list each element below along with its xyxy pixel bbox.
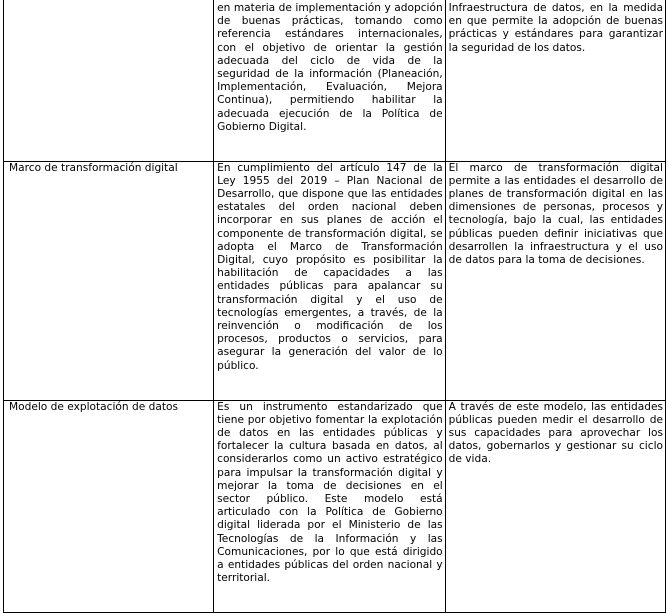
concept-description: en materia de implementación y adopción de buenas prácticas, tomando como referencia estándares internacionales, con el objetivo de orientar la gestión adecuada del ciclo de vida de la seguridad de la información (Planeación, Implementación, Evaluación, Mejora Continua), permitiendo habilitar la adecuada ejecución de la Política de Gobierno Digital. xyxy=(217,2,443,133)
description-cell xyxy=(214,0,446,161)
relation-cell xyxy=(445,400,665,612)
policy-table xyxy=(3,0,666,613)
concept-cell xyxy=(4,0,214,161)
concept-description: Es un instrumento estandarizado que tiene por objetivo fomentar la explotación de datos en las entidades públicas y fortalecer la cultura basada en datos, al considerarlos como un activo estratégico para impulsar la transformación digital y mejorar la toma de decisiones en el sector público. Este modelo está articulado con la Política de Gobierno digital liderada por el Ministerio de las Tecnologías de la Información y las Comunicaciones, por lo que está dirigido a entidades públicas del orden nacional y territorial. xyxy=(217,400,443,585)
concept-relation: Infraestructura de datos, en la medida en que permite la adopción de buenas prácticas y estándares para garantizar la seguridad de los datos. xyxy=(448,2,663,54)
concept-cell xyxy=(4,161,214,400)
concept-name: Marco de transformación digital xyxy=(9,161,178,174)
relation-cell xyxy=(445,0,665,161)
table-row xyxy=(4,400,666,612)
concept-description: En cumplimiento del artículo 147 de la Ley 1955 del 2019 – Plan Nacional de Desarrollo, que dispone que las entidades estatales del orden nacional deben incorporar en sus planes de acción el componente de transformación digital, se adopta el Marco de Transformación Digital, cuyo propósito es posibilitar la habilitación de capacidades a las entidades públicas para apalancar su transformación digital y el uso de tecnologías emergentes, a través, de la reinvención o modificación de los procesos, productos o servicios, para asegurar la generación del valor de lo público. xyxy=(217,161,443,372)
concept-relation: A través de este modelo, las entidades públicas pueden medir el desarrollo de sus capacidades para aprovechar los datos, gobernarlos y gestionar su ciclo de vida. xyxy=(448,400,663,466)
table-row xyxy=(4,0,666,161)
description-cell xyxy=(214,400,446,612)
description-cell xyxy=(214,161,446,400)
table-row xyxy=(4,161,666,400)
concept-relation: El marco de transformación digital permite a las entidades el desarrollo de planes de transformación digital en las dimensiones de personas, procesos y tecnología, bajo la cual, las entidades públicas pueden definir iniciativas que desarrollen la infraestructura y el uso de datos para la toma de decisiones. xyxy=(448,161,663,266)
concept-name: Modelo de explotación de datos xyxy=(9,400,178,413)
relation-cell xyxy=(445,161,665,400)
concept-cell xyxy=(4,400,214,612)
